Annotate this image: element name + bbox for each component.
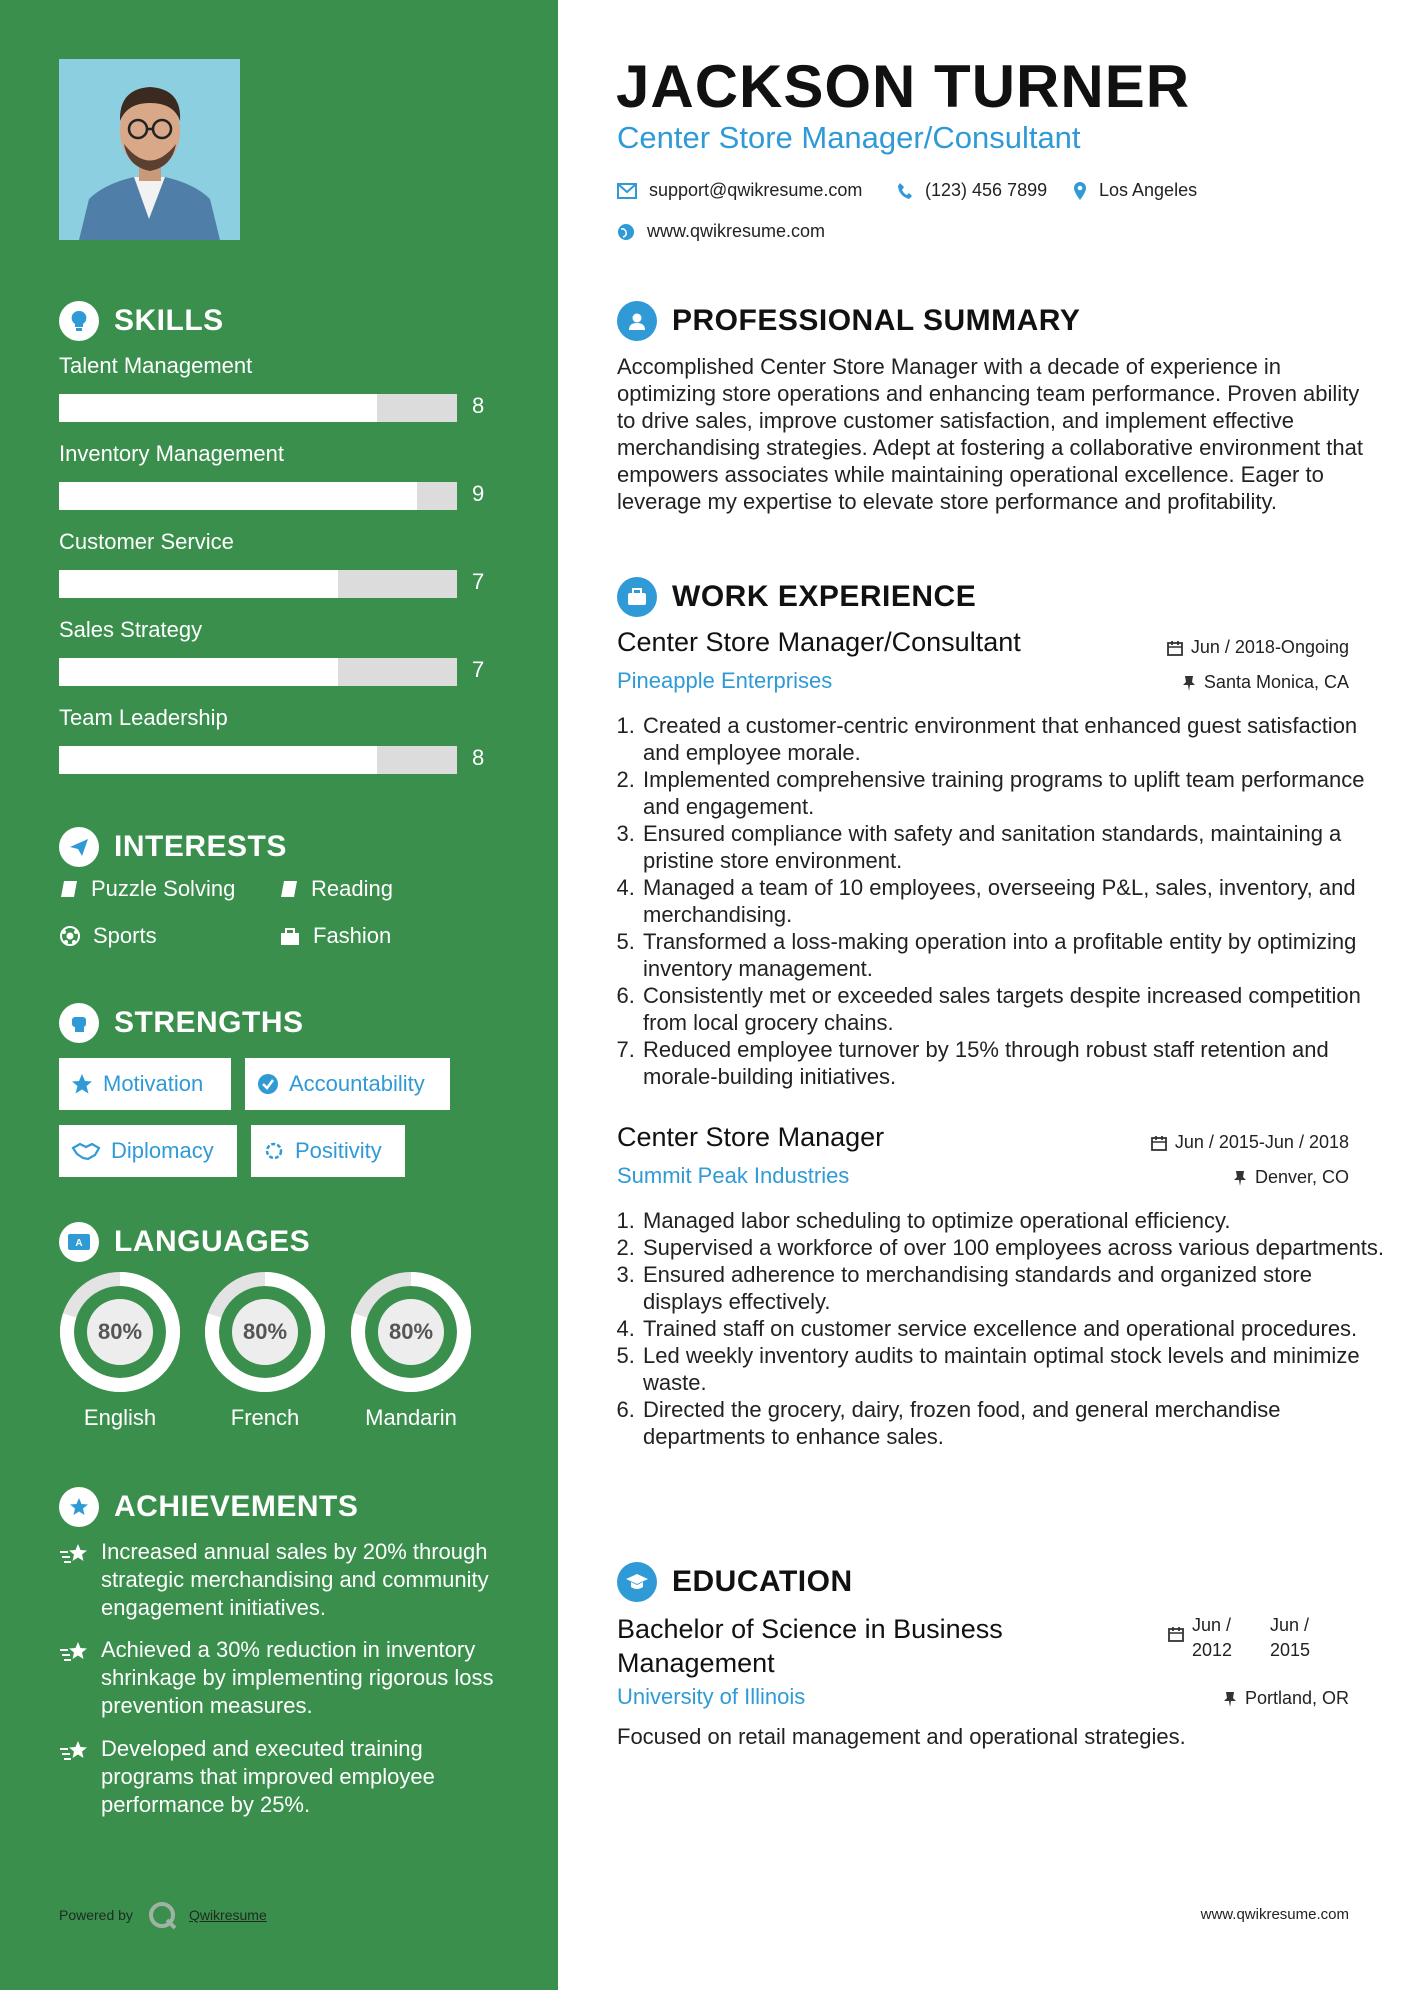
responsibility-item: 6. Directed the grocery, dairy, frozen food, and general merchandise departments to enhance sales. xyxy=(641,1396,1396,1450)
skill-bar xyxy=(59,394,457,422)
shooting-star-icon xyxy=(59,1739,91,1765)
location-text: Los Angeles xyxy=(1099,180,1198,200)
achievement-text: Increased annual sales by 20% through strategic merchandising and community engagement initiatives. xyxy=(101,1539,489,1620)
candidate-role: Center Store Manager/Consultant xyxy=(617,120,1081,155)
summary-title: PROFESSIONAL SUMMARY xyxy=(672,304,1081,337)
skill-value: 8 xyxy=(472,745,485,770)
lightbulb-icon xyxy=(59,301,99,341)
sidebar xyxy=(0,0,558,1990)
powered-by-label: Powered by xyxy=(59,1907,133,1923)
degree: Bachelor of Science in Business Management xyxy=(617,1614,1003,1678)
education-location xyxy=(1223,1688,1349,1709)
star-badge-icon xyxy=(59,1487,99,1527)
responsibility-item: 7. Reduced employee turnover by 15% through robust staff retention and morale-building initiatives. xyxy=(641,1036,1396,1090)
summary-text: Accomplished Center Store Manager with a decade of experience in optimizing store operations and enhancing team performance. Proven ability to drive sales, improve customer satisfaction, and implement effective merchandising strategies. Adept at fostering a collaborative environment that empowers associates while maintaining operational excellence. Eager to leverage my expertise to elevate store performance and profitability. xyxy=(617,354,1363,514)
contact-phone xyxy=(897,180,1047,201)
strength-chip xyxy=(245,1058,450,1110)
responsibility-item: 1. Created a customer-centric environment that enhanced guest satisfaction and employee morale. xyxy=(641,712,1396,766)
job-location xyxy=(1182,672,1349,693)
skill-bar-fill xyxy=(59,658,338,686)
achievement-text: Developed and executed training programs that improved employee performance by 25%. xyxy=(101,1736,435,1817)
education-location-text: Portland, OR xyxy=(1244,1688,1349,1708)
responsibility-item: 5. Transformed a loss-making operation into a profitable entity by optimizing inventory management. xyxy=(641,928,1396,982)
responsibility-item: 2. Supervised a workforce of over 100 employees across various departments. xyxy=(641,1234,1396,1261)
shooting-star-icon xyxy=(59,1542,91,1568)
book-icon xyxy=(279,879,299,899)
education-start: Jun / 2012 xyxy=(1192,1615,1233,1660)
svg-text:A: A xyxy=(75,1238,83,1249)
skill-label: Team Leadership xyxy=(59,705,228,730)
footer-website[interactable]: www.qwikresume.com xyxy=(1200,1906,1349,1923)
skill-bar xyxy=(59,482,457,510)
language-item xyxy=(59,1271,181,1431)
achievements-title: ACHIEVEMENTS xyxy=(114,1490,359,1523)
responsibility-item: 6. Consistently met or exceeded sales targets despite increased competition from local grocery chains. xyxy=(641,982,1396,1036)
language-percent: 80% xyxy=(97,1319,143,1344)
job-dates xyxy=(1167,637,1349,658)
globe-icon xyxy=(617,223,635,241)
job-dates-text: Jun / 2015-Jun / 2018 xyxy=(1174,1132,1349,1152)
job-location-text: Denver, CO xyxy=(1254,1167,1349,1187)
skill-label: Inventory Management xyxy=(59,441,285,466)
responsibility-item: 5. Led weekly inventory audits to maintain optimal stock levels and minimize waste. xyxy=(641,1342,1396,1396)
skill-value: 8 xyxy=(472,393,485,418)
powered-by xyxy=(59,1900,267,1930)
responsibility-item: 2. Implemented comprehensive training programs to uplift team performance and engagement. xyxy=(641,766,1396,820)
interest-label: Reading xyxy=(311,876,393,901)
contact-location xyxy=(1073,180,1197,201)
book-icon xyxy=(59,879,79,899)
skill-bar xyxy=(59,658,457,686)
job-responsibilities xyxy=(617,712,1396,1090)
calendar-icon xyxy=(1151,1135,1167,1151)
skill-bar xyxy=(59,746,457,774)
fist-icon xyxy=(59,1003,99,1043)
education-description: Focused on retail management and operational strategies. xyxy=(617,1724,1186,1749)
strength-chip xyxy=(59,1125,237,1177)
languages-title: LANGUAGES xyxy=(114,1225,311,1258)
education-dates xyxy=(1168,1613,1320,1663)
languages-heading xyxy=(59,1220,310,1264)
achievement-text: Achieved a 30% reduction in inventory shrinkage by implementing rigorous loss prevention measures. xyxy=(101,1637,494,1718)
skill-bar-fill xyxy=(59,482,417,510)
achievement-item xyxy=(59,1636,509,1720)
interest-label: Sports xyxy=(93,923,157,948)
language-item xyxy=(350,1271,472,1431)
job-company: Pineapple Enterprises xyxy=(617,668,833,693)
skill-bar-fill xyxy=(59,570,338,598)
skill-item xyxy=(59,527,489,594)
star-icon xyxy=(71,1073,93,1095)
skill-item xyxy=(59,615,489,682)
interest-label: Puzzle Solving xyxy=(91,876,236,901)
achievement-item xyxy=(59,1538,509,1622)
website-text[interactable]: www.qwikresume.com xyxy=(647,221,826,241)
skill-value: 7 xyxy=(472,569,485,594)
achievement-item xyxy=(59,1735,509,1819)
job-dates xyxy=(1151,1132,1349,1153)
strength-label: Motivation xyxy=(103,1071,204,1096)
job-company: Summit Peak Industries xyxy=(617,1163,850,1188)
strengths-heading xyxy=(59,1001,304,1045)
paper-plane-icon xyxy=(59,827,99,867)
envelope-icon xyxy=(617,183,637,199)
job-title: Center Store Manager/Consultant xyxy=(617,627,1021,657)
language-percent: 80% xyxy=(388,1319,434,1344)
qwikresume-link[interactable]: Qwikresume xyxy=(188,1907,267,1923)
skill-bar-fill xyxy=(59,394,377,422)
interest-label: Fashion xyxy=(313,923,392,948)
interests-heading xyxy=(59,825,287,869)
skill-value: 7 xyxy=(472,657,485,682)
qwikresume-logo-icon xyxy=(147,1900,181,1930)
language-item xyxy=(204,1271,326,1431)
calendar-icon xyxy=(1168,1626,1184,1642)
calendar-icon xyxy=(1167,640,1183,656)
skill-bar xyxy=(59,570,457,598)
interest-item xyxy=(59,876,235,902)
strength-label: Positivity xyxy=(295,1138,382,1163)
job-location-text: Santa Monica, CA xyxy=(1203,672,1349,692)
education-end: Jun / 2015 xyxy=(1270,1615,1311,1660)
phone-icon xyxy=(897,182,913,200)
email-text[interactable]: support@qwikresume.com xyxy=(649,180,863,200)
strength-label: Accountability xyxy=(289,1071,425,1096)
check-circle-icon xyxy=(257,1073,279,1095)
bag-icon xyxy=(279,925,301,947)
sun-icon xyxy=(263,1140,285,1162)
experience-title: WORK EXPERIENCE xyxy=(672,580,977,613)
main-content xyxy=(558,0,1407,1990)
language-name: Mandarin xyxy=(365,1405,457,1430)
shooting-star-icon xyxy=(59,1640,91,1666)
briefcase-icon xyxy=(617,577,657,617)
job-responsibilities xyxy=(617,1207,1396,1450)
language-name: French xyxy=(230,1405,300,1430)
skill-bar-fill xyxy=(59,746,377,774)
responsibility-item: 1. Managed labor scheduling to optimize operational efficiency. xyxy=(641,1207,1396,1234)
contact-email xyxy=(617,180,862,201)
strength-chip xyxy=(251,1125,405,1177)
map-pin-icon xyxy=(1073,181,1087,201)
education-title: EDUCATION xyxy=(672,1565,853,1598)
interests-title: INTERESTS xyxy=(114,830,287,863)
education-heading xyxy=(617,1560,853,1604)
skills-heading xyxy=(59,299,224,343)
job-location xyxy=(1233,1167,1349,1188)
strength-label: Diplomacy xyxy=(111,1138,214,1163)
interest-item xyxy=(279,876,393,902)
skill-label: Sales Strategy xyxy=(59,617,203,642)
summary-heading xyxy=(617,299,1080,343)
job-title: Center Store Manager xyxy=(617,1122,885,1152)
profile-photo xyxy=(59,59,240,240)
interest-item xyxy=(59,923,157,949)
user-icon xyxy=(617,301,657,341)
phone-text[interactable]: (123) 456 7899 xyxy=(925,180,1048,200)
interest-item xyxy=(279,923,391,949)
handshake-icon xyxy=(71,1140,101,1162)
skill-item xyxy=(59,703,489,770)
skill-item xyxy=(59,439,489,506)
responsibility-item: 3. Ensured adherence to merchandising standards and organized store displays effectively. xyxy=(641,1261,1396,1315)
pushpin-icon xyxy=(1233,1170,1247,1186)
skill-item xyxy=(59,351,489,418)
experience-heading xyxy=(617,575,976,619)
contact-website xyxy=(617,221,825,242)
language-percent: 80% xyxy=(242,1319,288,1344)
skills-title: SKILLS xyxy=(114,304,224,337)
strengths-title: STRENGTHS xyxy=(114,1006,304,1039)
graduation-cap-icon xyxy=(617,1562,657,1602)
school: University of Illinois xyxy=(617,1684,806,1709)
achievements-heading xyxy=(59,1485,358,1529)
skill-label: Talent Management xyxy=(59,353,253,378)
job-dates-text: Jun / 2018-Ongoing xyxy=(1190,637,1349,657)
skill-value: 9 xyxy=(472,481,485,506)
responsibility-item: 4. Managed a team of 10 employees, overseeing P&L, sales, inventory, and merchandising. xyxy=(641,874,1396,928)
soccer-ball-icon xyxy=(59,925,81,947)
responsibility-item: 3. Ensured compliance with safety and sanitation standards, maintaining a pristine store environment. xyxy=(641,820,1396,874)
candidate-name: JACKSON TURNER xyxy=(616,53,1191,120)
strength-chip xyxy=(59,1058,231,1110)
pushpin-icon xyxy=(1182,675,1196,691)
translate-icon xyxy=(59,1222,99,1262)
responsibility-item: 4. Trained staff on customer service excellence and operational procedures. xyxy=(641,1315,1396,1342)
language-name: English xyxy=(83,1405,157,1430)
pushpin-icon xyxy=(1223,1691,1237,1707)
skill-label: Customer Service xyxy=(59,529,234,554)
